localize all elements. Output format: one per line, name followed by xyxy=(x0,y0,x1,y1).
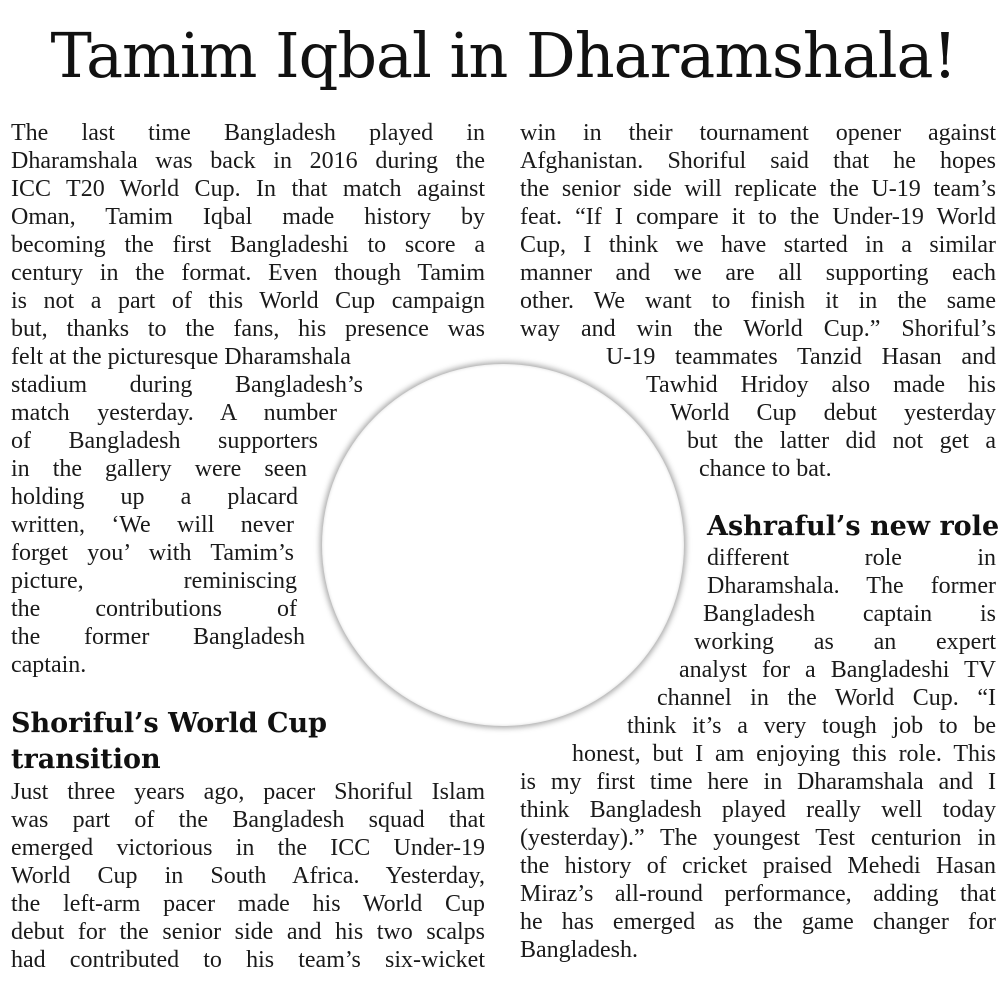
body-line: Bangladesh captain is xyxy=(703,601,996,627)
body-line: way and win the World Cup.” Shoriful’s xyxy=(520,316,996,342)
body-line: match yesterday. A number xyxy=(11,400,337,426)
body-line: the contributions of xyxy=(11,596,297,622)
body-line: of Bangladesh supporters xyxy=(11,428,318,454)
subheading-ashraful: Ashraful’s new role xyxy=(707,511,1000,542)
body-line: the left-arm pacer made his World Cup xyxy=(11,891,485,917)
body-line: (yesterday).” The youngest Test centurion in xyxy=(520,825,996,851)
body-line: holding up a placard xyxy=(11,484,298,510)
body-line: think Bangladesh played really well today xyxy=(520,797,996,823)
body-line: World Cup in South Africa. Yesterday, xyxy=(11,863,485,889)
body-line: stadium during Bangladesh’s xyxy=(11,372,363,398)
body-line: felt at the picturesque Dharamshala xyxy=(11,344,351,370)
body-line: the senior side will replicate the U-19 team’s xyxy=(520,176,996,202)
body-line: emerged victorious in the ICC Under-19 xyxy=(11,835,485,861)
body-line: analyst for a Bangladeshi TV xyxy=(679,657,996,683)
body-line: in the gallery were seen xyxy=(11,456,307,482)
circular-photo-placeholder xyxy=(322,364,684,726)
body-line: the history of cricket praised Mehedi Hasan xyxy=(520,853,996,879)
body-line: picture, reminiscing xyxy=(11,568,297,594)
subheading-shoriful: Shoriful’s World Cup xyxy=(11,708,328,739)
headline: Tamim Iqbal in Dharamshala! xyxy=(50,19,957,92)
body-line: manner and we are all supporting each xyxy=(520,260,996,286)
body-line: honest, but I am enjoying this role. This xyxy=(572,741,996,767)
body-line: captain. xyxy=(11,652,87,678)
body-line: working as an expert xyxy=(694,629,996,655)
body-line: Dharamshala. The former xyxy=(707,573,996,599)
body-line: ICC T20 World Cup. In that match against xyxy=(11,176,485,202)
body-line: century in the format. Even though Tamim xyxy=(11,260,485,286)
subheading-shoriful-cont: transition xyxy=(11,744,161,775)
body-line: but, thanks to the fans, his presence was xyxy=(11,316,485,342)
body-line: the former Bangladesh xyxy=(11,624,305,650)
body-line: World Cup debut yesterday xyxy=(670,400,996,426)
body-line: chance to bat. xyxy=(699,456,832,482)
body-line: debut for the senior side and his two scalps xyxy=(11,919,485,945)
body-line: feat. “If I compare it to the Under-19 World xyxy=(520,204,996,230)
body-line: was part of the Bangladesh squad that xyxy=(11,807,485,833)
body-line: think it’s a very tough job to be xyxy=(627,713,996,739)
body-line: Oman, Tamim Iqbal made history by xyxy=(11,204,485,230)
body-line: The last time Bangladesh played in xyxy=(11,120,485,146)
body-line: different role in xyxy=(707,545,996,571)
body-line: Bangladesh. xyxy=(520,937,638,963)
body-line: written, ‘We will never xyxy=(11,512,294,538)
body-line: forget you’ with Tamim’s xyxy=(11,540,294,566)
body-line: Tawhid Hridoy also made his xyxy=(646,372,996,398)
body-line: Miraz’s all-round performance, adding that xyxy=(520,881,996,907)
body-line: becoming the first Bangladeshi to score a xyxy=(11,232,485,258)
body-line: Cup, I think we have started in a similar xyxy=(520,232,996,258)
body-line: Afghanistan. Shoriful said that he hopes xyxy=(520,148,996,174)
body-line: but the latter did not get a xyxy=(687,428,996,454)
body-line: channel in the World Cup. “I xyxy=(657,685,996,711)
body-line: he has emerged as the game changer for xyxy=(520,909,996,935)
body-line: is not a part of this World Cup campaign xyxy=(11,288,485,314)
body-line: Just three years ago, pacer Shoriful Islam xyxy=(11,779,485,805)
body-line: win in their tournament opener against xyxy=(520,120,996,146)
body-line: Dharamshala was back in 2016 during the xyxy=(11,148,485,174)
body-line: other. We want to finish it in the same xyxy=(520,288,996,314)
body-line: U-19 teammates Tanzid Hasan and xyxy=(606,344,996,370)
body-line: had contributed to his team’s six-wicket xyxy=(11,947,485,973)
body-line: is my first time here in Dharamshala and I xyxy=(520,769,996,795)
